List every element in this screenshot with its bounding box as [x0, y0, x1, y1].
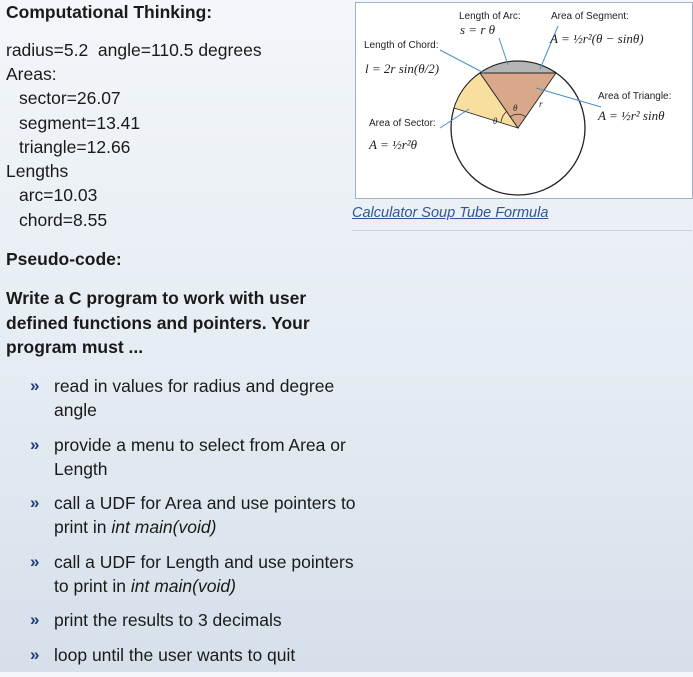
- sector-value: sector=26.07: [19, 88, 121, 108]
- list-item: [30, 491, 360, 539]
- chord-formula: l = 2r sin(θ/2): [365, 61, 440, 76]
- arc-formula: s = r θ: [460, 22, 496, 37]
- segment-shape: [480, 61, 556, 73]
- chord-value: chord=8.55: [19, 210, 108, 230]
- arc-value: arc=10.03: [19, 185, 98, 205]
- computational-thinking-heading: Computational Thinking:: [6, 2, 213, 22]
- radius-label: r: [539, 99, 543, 109]
- sector-formula: A = ½r²θ: [369, 137, 418, 152]
- bullet-text: read in values for radius and degree angle: [54, 376, 335, 420]
- segment-value: segment=13.41: [19, 113, 141, 133]
- areas-label: Areas:: [6, 64, 57, 84]
- chevron-right-icon: »: [30, 644, 40, 664]
- bullet-text: call a UDF for Length and use pointers to print in: [54, 551, 354, 596]
- circle-diagram: [356, 3, 692, 198]
- list-item: [30, 433, 360, 481]
- figure-caption-link[interactable]: Calculator Soup Tube Formula: [352, 205, 549, 221]
- bullet-text: print the results to 3 decimals: [54, 610, 282, 630]
- circle-formula-figure: [355, 2, 693, 199]
- triangle-label: Area of Triangle:: [598, 91, 672, 102]
- chord-label: Length of Chord:: [364, 40, 439, 51]
- segment-formula: A = ½r²(θ − sinθ): [550, 31, 644, 46]
- bullet-text: loop until the user wants to quit: [54, 644, 296, 665]
- intro-paragraph: Write a C program to work with user defined functions and pointers. Your program must ...: [6, 288, 310, 357]
- list-item: [30, 374, 360, 422]
- triangle-value: triangle=12.66: [19, 137, 131, 157]
- segment-label: Area of Segment:: [551, 11, 629, 22]
- theta-label-sector: θ: [493, 116, 498, 126]
- chevron-right-icon: »: [30, 551, 40, 571]
- chevron-right-icon: »: [30, 434, 40, 454]
- divider: [352, 230, 692, 231]
- arc-leader: [499, 38, 508, 65]
- triangle-formula: A = ½r² sinθ: [598, 108, 665, 123]
- chevron-right-icon: »: [30, 376, 40, 395]
- requirements-list: [30, 374, 360, 677]
- theta-label-triangle: θ: [513, 103, 518, 113]
- chord-leader: [440, 50, 484, 73]
- radius-angle-text: radius=5.2 angle=110.5 degrees: [6, 40, 262, 60]
- chevron-right-icon: »: [30, 610, 40, 629]
- arc-label: Length of Arc:: [459, 11, 521, 22]
- chevron-right-icon: »: [30, 493, 40, 512]
- list-item: [30, 608, 360, 632]
- lengths-label: Lengths: [6, 161, 69, 181]
- bullet-code: int main(void): [111, 517, 217, 537]
- bullet-text: call a UDF for Area and use pointers to print in: [54, 493, 356, 537]
- list-item: [30, 643, 360, 667]
- sector-label: Area of Sector:: [369, 118, 436, 129]
- bullet-code: int main(void): [130, 575, 236, 596]
- bullet-text: provide a menu to select from Area or Length: [54, 434, 346, 479]
- pseudo-code-heading: Pseudo-code:: [6, 249, 122, 269]
- list-item: [30, 550, 360, 598]
